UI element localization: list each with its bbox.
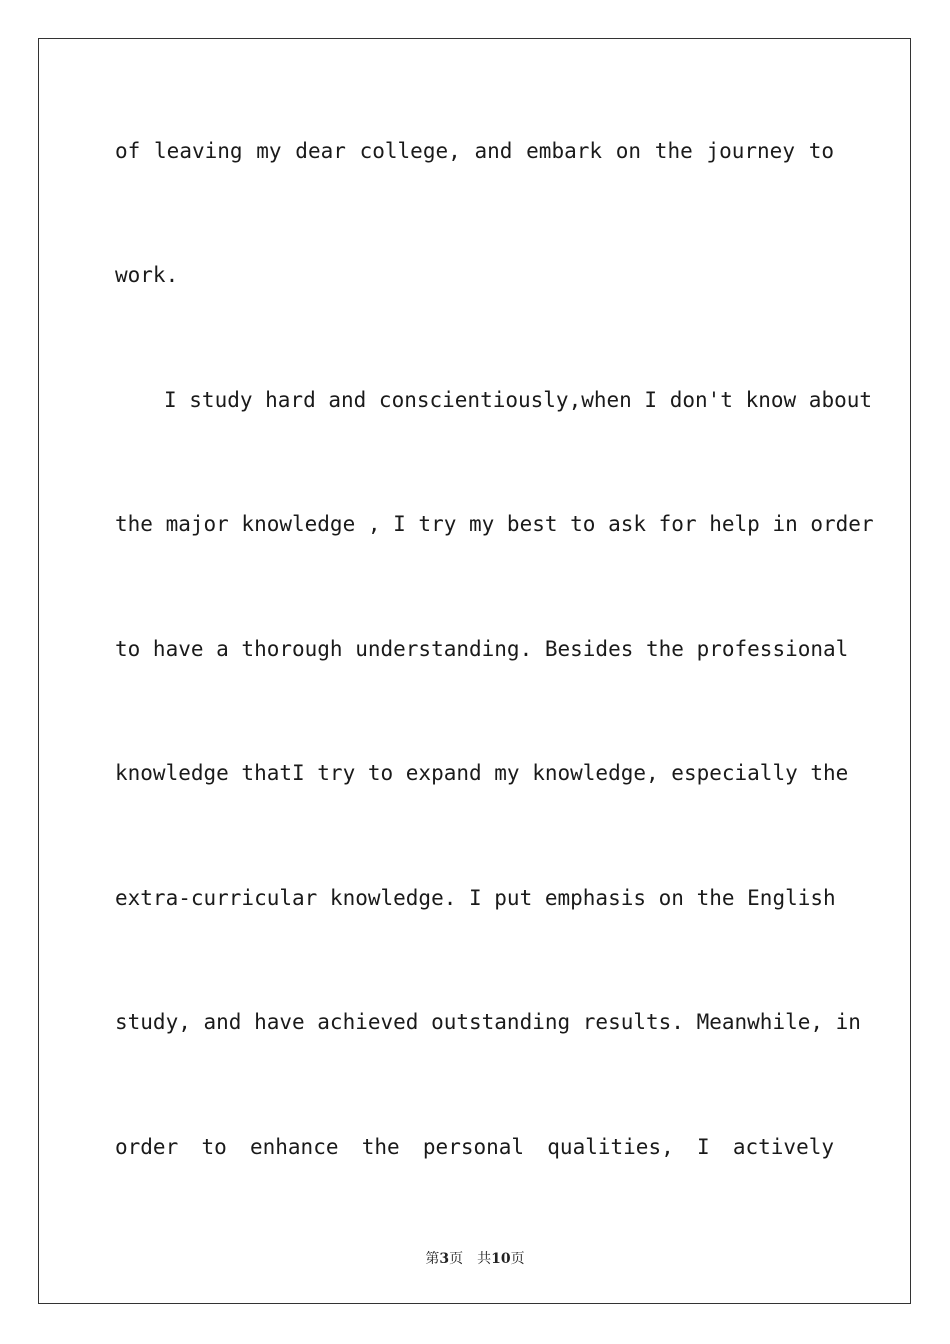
body-line-1: of leaving my dear college, and embark on the journey to xyxy=(115,139,834,163)
body-line-6: knowledge thatI try to expand my knowledge, especially the xyxy=(115,761,849,785)
body-line-5: to have a thorough understanding. Besides the professional xyxy=(115,637,849,661)
body-line-4: the major knowledge , I try my best to ask for help in order xyxy=(115,512,874,536)
footer-page-total: 10 xyxy=(491,1251,511,1267)
body-line-7: extra-curricular knowledge. I put emphasis on the English xyxy=(115,886,836,910)
page-footer xyxy=(0,1248,950,1268)
footer-total-prefix: 共 xyxy=(477,1251,492,1267)
footer-page-suffix: 页 xyxy=(449,1251,464,1267)
page-frame xyxy=(38,38,911,1304)
footer-page-prefix: 第 xyxy=(425,1251,440,1267)
body-line-9: order to enhance the personal qualities, I actively xyxy=(115,1135,834,1159)
footer-total-suffix: 页 xyxy=(510,1251,525,1267)
body-line-8: study, and have achieved outstanding results. Meanwhile, in xyxy=(115,1010,861,1034)
footer-page-current: 3 xyxy=(439,1251,450,1267)
body-line-3: I study hard and conscientiously,when I don't know about xyxy=(164,388,873,412)
body-line-2: work. xyxy=(115,263,179,287)
